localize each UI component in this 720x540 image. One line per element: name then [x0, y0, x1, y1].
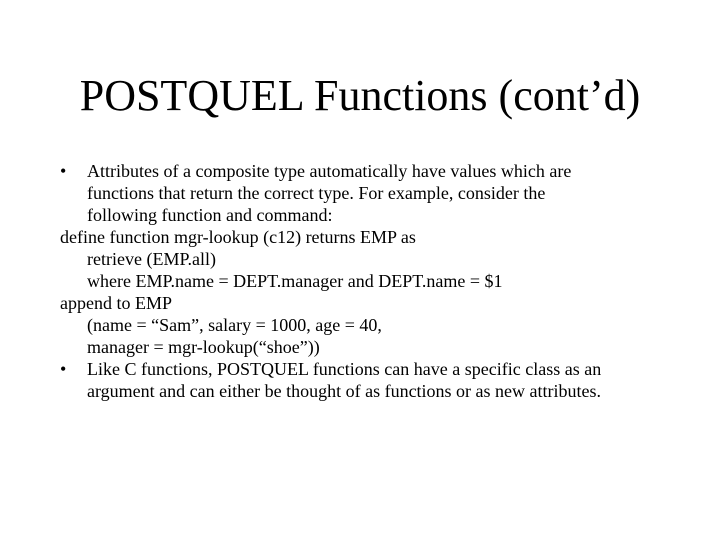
bullet-icon: •: [60, 161, 67, 181]
bullet-text: Attributes of a composite type automatically have values which are: [87, 161, 572, 181]
code-line: append to EMP: [60, 293, 172, 313]
slide-body: [60, 160, 700, 402]
bullet-icon: •: [60, 359, 67, 379]
bullet-line: [60, 358, 700, 380]
continuation-line: argument and can either be thought of as functions or as new attributes.: [87, 381, 602, 401]
code-line: define function mgr-lookup (c12) returns EMP as: [60, 227, 416, 247]
code-line-indented: (name = “Sam”, salary = 1000, age = 40,: [87, 315, 382, 335]
bullet-line: [60, 160, 700, 182]
continuation-line: following function and command:: [87, 205, 333, 225]
bullet-text: Like C functions, POSTQUEL functions can have a specific class as an: [87, 359, 602, 379]
slide-title: POSTQUEL Functions (cont’d): [79, 71, 641, 120]
code-line-indented: manager = mgr-lookup(“shoe”)): [87, 337, 320, 357]
code-line-indented: retrieve (EMP.all): [87, 249, 216, 269]
continuation-line: functions that return the correct type. For example, consider the: [87, 183, 546, 203]
code-line-indented: where EMP.name = DEPT.manager and DEPT.name = $1: [87, 271, 503, 291]
